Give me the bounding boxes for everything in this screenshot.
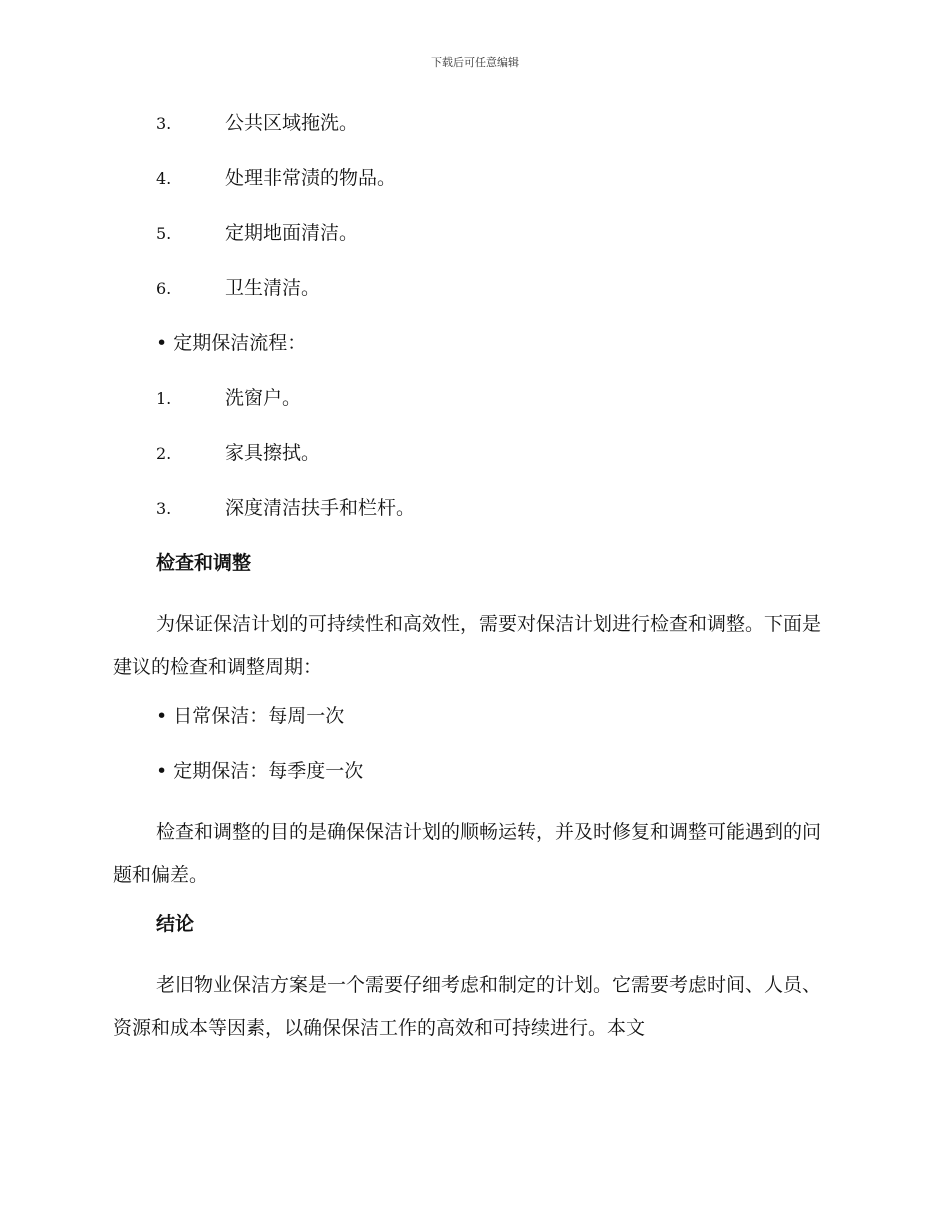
paragraph: 为保证保洁计划的可持续性和高效性，需要对保洁计划进行检查和调整。下面是建议的检查和调整周期： — [113, 613, 822, 678]
list-number: 6. — [156, 279, 172, 298]
list-text: 定期地面清洁。 — [225, 222, 359, 244]
list-item — [113, 218, 833, 273]
list-text: 公共区域拖洗。 — [225, 112, 359, 134]
list-number: 3. — [156, 114, 172, 133]
list-item — [113, 383, 833, 438]
list-number: 3. — [156, 499, 172, 518]
list-item — [113, 493, 833, 548]
list-number: 2. — [156, 444, 172, 463]
bullet-item: • 日常保洁：每周一次 — [156, 705, 345, 727]
paragraph: 检查和调整的目的是确保保洁计划的顺畅运转，并及时修复和调整可能遇到的问题和偏差。 — [113, 821, 822, 886]
page-header: 下载后可任意编辑 — [431, 56, 519, 69]
list-number: 5. — [156, 224, 172, 243]
list-text: 家具擦拭。 — [225, 442, 321, 464]
paragraph: 老旧物业保洁方案是一个需要仔细考虑和制定的计划。它需要考虑时间、人员、资源和成本等因素，以确保保洁工作的高效和可持续进行。本文 — [113, 974, 822, 1039]
list-number: 4. — [156, 169, 172, 188]
section-heading-conclusion: 结论 — [156, 913, 195, 935]
list-text: 深度清洁扶手和栏杆。 — [225, 497, 416, 519]
list-item — [113, 108, 833, 163]
list-text: 卫生清洁。 — [225, 277, 321, 299]
list-item — [113, 273, 833, 328]
bullet-periodic-flow: • 定期保洁流程： — [156, 332, 307, 354]
document-body — [113, 108, 833, 1062]
list-item — [113, 163, 833, 218]
list-number: 1. — [156, 389, 172, 408]
list-item — [113, 438, 833, 493]
section-heading-check: 检查和调整 — [156, 552, 252, 574]
bullet-item: • 定期保洁：每季度一次 — [156, 760, 364, 782]
list-text: 处理非常渍的物品。 — [225, 167, 397, 189]
list-text: 洗窗户。 — [225, 387, 302, 409]
